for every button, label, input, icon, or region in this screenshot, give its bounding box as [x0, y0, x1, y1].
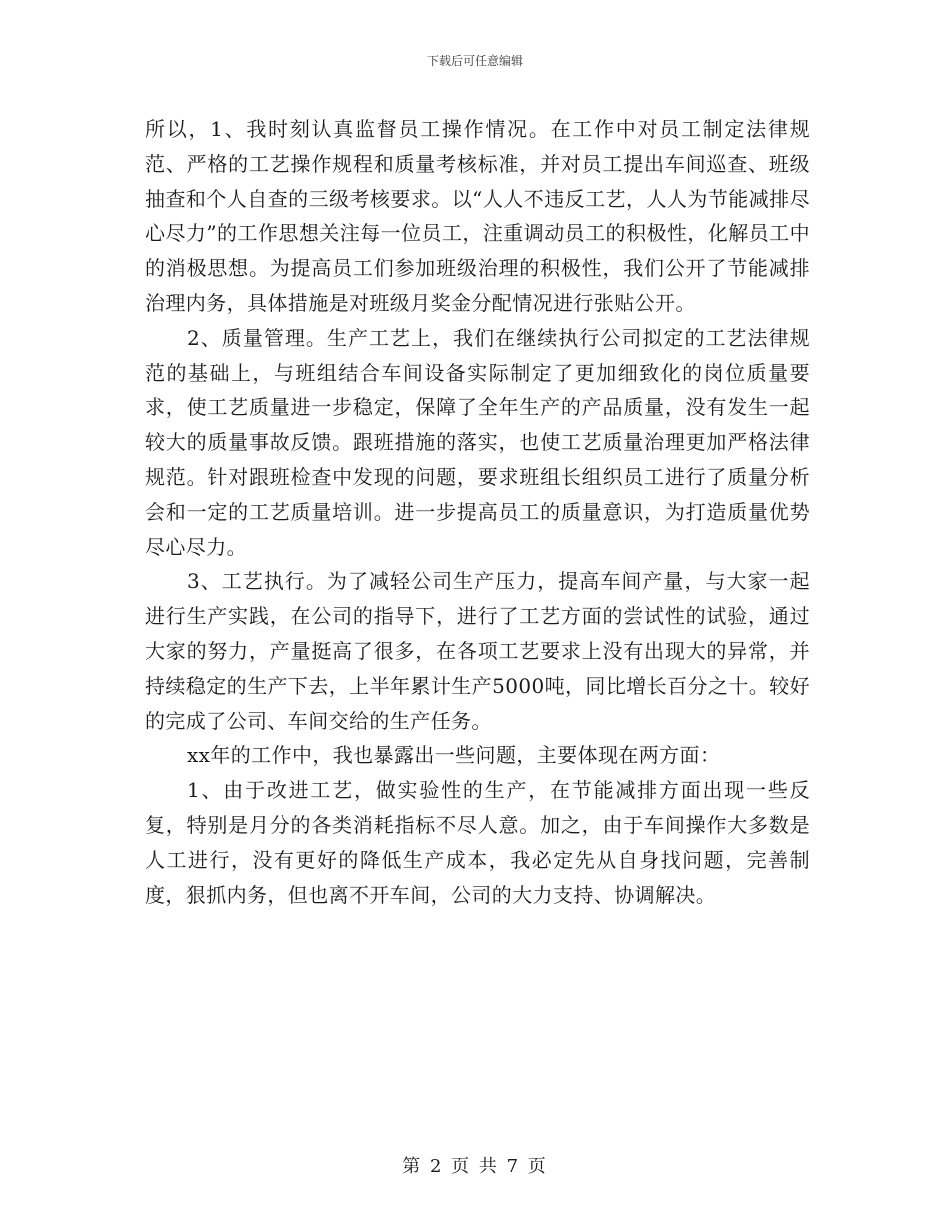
document-body [145, 112, 810, 912]
paragraph-quality-management: 2、质量管理。生产工艺上，我们在继续执行公司拟定的工艺法律规范的基础上，与班组结合车间设备实际制定了更加细致化的岗位质量要求，使工艺质量进一步稳定，保障了全年生产的产品质量，没有发生一起较大的质量事故反馈。跟班措施的落实，也使工艺质量治理更加严格法律规范。针对跟班检查中发现的问题，要求班组长组织员工进行了质量分析会和一定的工艺质量培训。进一步提高员工的质量意识，为打造质量优势尽心尽力。 [145, 325, 810, 559]
page-header [0, 52, 950, 69]
paragraph-supervision: 所以，1、我时刻认真监督员工操作情况。在工作中对员工制定法律规范、严格的工艺操作规程和质量考核标准，并对员工提出车间巡查、班级抽查和个人自查的三级考核要求。以“人人不违反工艺，人人为节能减排尽心尽力”的工作思想关注每一位员工，注重调动员工的积极性，化解员工中的消极思想。为提高员工们参加班级治理的积极性，我们公开了节能减排治理内务，具体措施是对班级月奖金分配情况进行张贴公开。 [145, 117, 810, 315]
page-footer [0, 1152, 950, 1178]
paragraph-process-execution: 3、工艺执行。为了减轻公司生产压力，提高车间产量，与大家一起进行生产实践，在公司的指导下，进行了工艺方面的尝试性的试验，通过大家的努力，产量挺高了很多，在各项工艺要求上没有出现大的异常，并持续稳定的生产下去，上半年累计生产5000吨，同比增长百分之十。较好的完成了公司、车间交给的生产任务。 [145, 569, 810, 733]
page-number: 第 2 页 共 7 页 [402, 1156, 548, 1177]
paragraph-problems-intro: xx年的工作中，我也暴露出一些问题，主要体现在两方面： [187, 743, 721, 768]
paragraph-problem-one: 1、由于改进工艺，做实验性的生产，在节能减排方面出现一些反复，特别是月分的各类消耗指标不尽人意。加之，由于车间操作大多数是人工进行，没有更好的降低生产成本，我必定先从自身找问题，完善制度，狠抓内务，但也离不开车间，公司的大力支持、协调解决。 [145, 778, 810, 907]
header-note: 下载后可任意编辑 [426, 54, 523, 68]
